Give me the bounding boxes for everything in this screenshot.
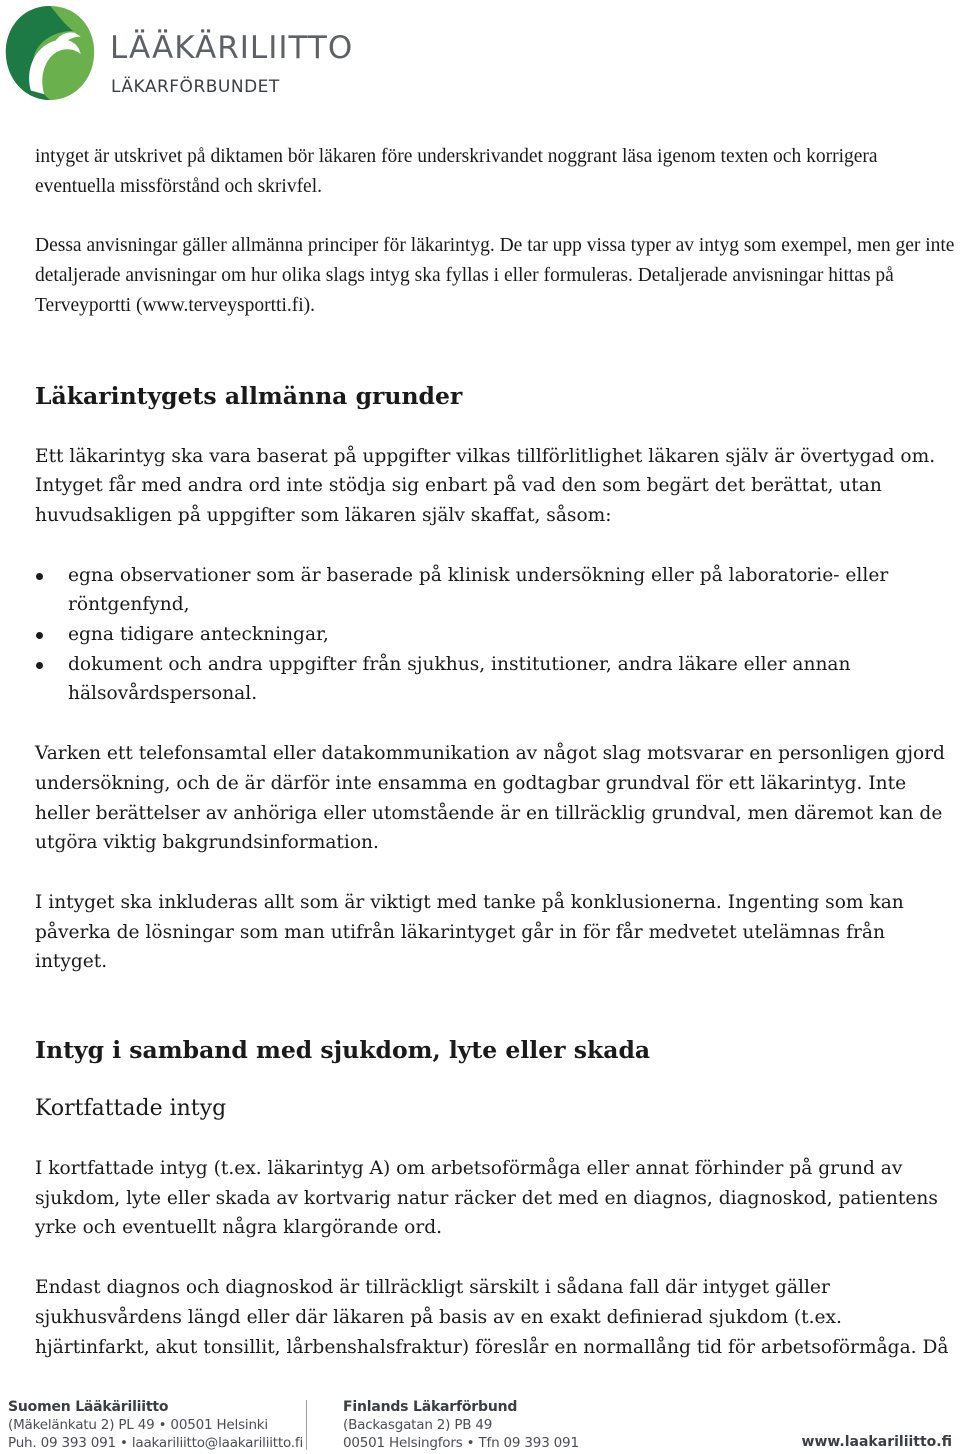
short-cert-paragraph-2: Endast diagnos och diagnoskod är tillräckligt särskilt i sådana fall där intyget gäller sjukhusvårdens längd eller där läkaren på basis av en exakt definierad sjukdom (t.ex. hjärtinfarkt, akut tonsillit, lårbenshalsfraktur) föreslår en normallång tid för arbetsoförmåga. Då (35, 1277, 949, 1358)
footer-swedish-name: Finlands Läkarförbund (343, 1399, 518, 1415)
header-logo (0, 0, 380, 110)
short-cert-paragraph-1: I kortfattade intyg (t.ex. läkarintyg A) om arbetsoförmåga eller annat förhinder på grund av sjukdom, lyte eller skada av kortvarig natur räcker det med en diagnos, diagnoskod, patientens yrke och eventuellt några klargörande ord. (35, 1158, 938, 1239)
intro-paragraph-1: intyget är utskrivet på diktamen bör läkaren före underskrivandet noggrant läsa igenom texten och korrigera eventuella missförstånd och skrivfel. (35, 146, 878, 197)
footer-swedish-line1: (Backasgatan 2) PB 49 (343, 1417, 493, 1433)
footer-divider (306, 1400, 307, 1450)
logo-title: LÄÄKÄRILIITTO (110, 30, 354, 66)
footer-finnish-line2: Puh. 09 393 091 • laakariliitto@laakariliitto.fi (8, 1435, 303, 1451)
section-heading-illness: Intyg i samband med sjukdom, lyte eller skada (35, 1036, 651, 1065)
logo-subtitle: LÄKARFÖRBUNDET (111, 77, 280, 97)
intro-paragraph-2: Dessa anvisningar gäller allmänna principer för läkarintyg. De tar upp vissa typer av intyg som exempel, men ger inte detaljerade anvisningar om hur olika slags intyg ska fyllas i eller formuleras. Detaljerade anvisningar hittas på Terveyportti (www.terveysportti.fi). (35, 235, 955, 316)
section-heading-general: Läkarintygets allmänna grunder (35, 381, 463, 410)
general-paragraph-3: I intyget ska inkluderas allt som är viktigt med tanke på konklusionerna. Ingenting som kan påverka de lösningar som man utifrån läkarintyget går in för får medvetet utelämnas från intyget. (35, 891, 904, 973)
general-paragraph-2: Varken ett telefonsamtal eller datakommunikation av något slag motsvarar en personligen gjord undersökning, och de är därför inte ensamma en godtagbar grundval för ett läkarintyg. Inte heller berättelser av anhöriga eller utomstående är en tillräcklig grundval, men däremot kan de utgöra viktig bakgrundsinformation. (35, 743, 945, 854)
list-item: egna observationer som är baserade på klinisk undersökning eller på laboratorie- eller röntgenfynd, (35, 561, 957, 620)
subheading-short-certificates: Kortfattade intyg (35, 1096, 227, 1122)
list-item: dokument och andra uppgifter från sjukhus, institutioner, andra läkare eller annan hälsovårdspersonal. (35, 650, 957, 709)
document-body (35, 142, 957, 1362)
footer-swedish-address (343, 1398, 579, 1452)
footer-finnish-address (8, 1398, 303, 1452)
page-footer (0, 1392, 960, 1454)
laakariliitto-logo-icon (2, 2, 98, 104)
footer-swedish-line2: 00501 Helsingfors • Tfn 09 393 091 (343, 1435, 579, 1451)
footer-finnish-name: Suomen Lääkäriliitto (8, 1399, 169, 1415)
list-item: egna tidigare anteckningar, (35, 620, 957, 650)
general-paragraph-1: Ett läkarintyg ska vara baserat på uppgifter vilkas tillförlitlighet läkaren själv är övertygad om. Intyget får med andra ord inte stödja sig enbart på vad den som begärt det berättat, utan huvudsakligen på uppgifter som läkaren själv skaffat, såsom: (35, 445, 936, 526)
footer-finnish-line1: (Mäkelänkatu 2) PL 49 • 00501 Helsinki (8, 1417, 268, 1433)
sources-list (35, 561, 957, 710)
footer-website-link[interactable]: www.laakariliitto.fi (801, 1434, 952, 1450)
